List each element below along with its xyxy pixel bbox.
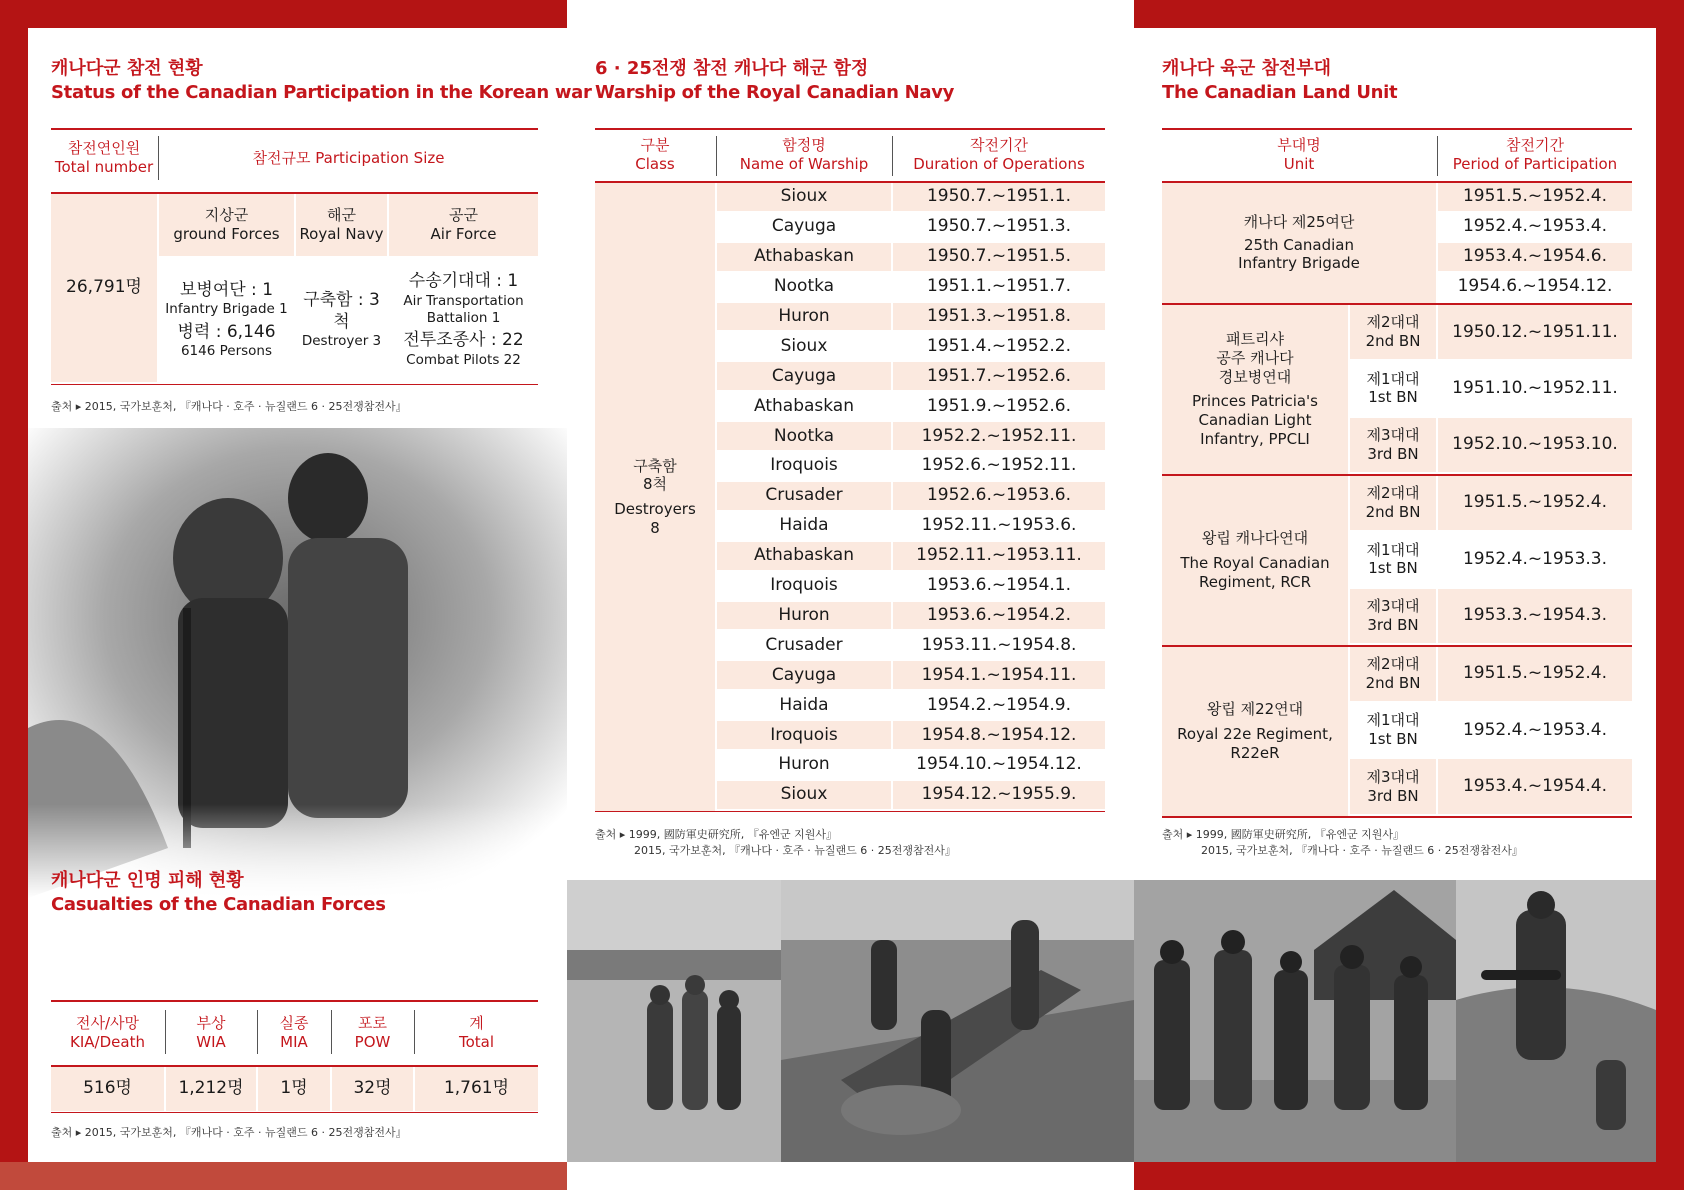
navy-bottom-rule [595, 811, 1105, 812]
land-title-en: The Canadian Land Unit [1162, 82, 1398, 103]
casualty-header-ko: 계 [469, 1014, 484, 1033]
air-transport-en: Air Transportation Battalion 1 [403, 292, 524, 326]
warship-name: Huron [778, 754, 830, 775]
warship-name: Cayuga [771, 216, 837, 237]
regiment-name-en: R22eR [1230, 743, 1280, 762]
navy-values [296, 258, 387, 382]
ground-brigade-ko: 보병여단 : 1 [179, 279, 274, 300]
brigade-ko: 캐나다 제25여단 [1243, 212, 1355, 231]
casualty-value-1: 1,212명 [166, 1067, 256, 1111]
header-total-ko: 참전연인원 [67, 139, 141, 158]
participation-title-en: Status of the Canadian Participation in the Korean war [51, 82, 592, 103]
battalion-ko: 제1대대 [1366, 540, 1420, 559]
regiment-name-ko: 경보병연대 [1218, 367, 1292, 386]
battalion-period: 1951.5.~1952.4. [1438, 476, 1632, 530]
casualties-title-ko: 캐나다군 인명 피해 현황 [51, 870, 244, 891]
ground-persons-ko: 병력 : 6,146 [177, 322, 276, 342]
warship-name: Iroquois [770, 455, 838, 476]
casualty-header-ko: 실종 [279, 1014, 309, 1033]
battalion-en: 1st BN [1368, 559, 1418, 578]
sandbag-construction-photo [781, 880, 1134, 1162]
red-band-right [1656, 0, 1684, 1190]
battalion-cell [1350, 647, 1436, 701]
warship-name: Iroquois [717, 721, 891, 749]
warship-name: Nootka [717, 422, 891, 450]
air-header [389, 194, 538, 256]
warship-name: Cayuga [717, 362, 891, 390]
battalion-period: 1951.5.~1952.4. [1438, 647, 1632, 701]
casualty-value-3: 32명 [332, 1067, 413, 1111]
total-value: 26,791명 [51, 194, 157, 382]
navy-ko: 해군 [327, 206, 356, 225]
regiment-name-en: Princes Patricia's [1191, 392, 1318, 411]
battalion-period: 1950.12.~1951.11. [1438, 305, 1632, 359]
navy-head-class [595, 132, 715, 178]
battalion-cell [1350, 476, 1436, 530]
table-top-rule [51, 128, 538, 130]
battalion-en: 1st BN [1368, 730, 1418, 749]
warship-period: 1954.2.~1954.9. [926, 694, 1072, 715]
warship-name: Cayuga [717, 661, 891, 689]
warship-name: Huron [717, 602, 891, 630]
red-band-left [0, 0, 28, 1190]
casualties-source: 출처 ▸ 2015, 국가보훈처, 『캐나다 · 호주 · 뉴질랜드 6 · 25전쟁참전사』 [51, 1126, 407, 1139]
battalion-cell [1350, 589, 1436, 643]
warship-period: 1952.2.~1952.11. [893, 422, 1105, 450]
casualty-header-en: POW [354, 1033, 391, 1051]
land-head-unit-en: Unit [1283, 155, 1315, 173]
navy-class-en2: 8 [650, 518, 660, 537]
navy-en: Royal Navy [299, 225, 384, 243]
navy-class-cell [595, 183, 715, 811]
battalion-ko: 제1대대 [1366, 711, 1420, 730]
battalion-en: 3rd BN [1367, 615, 1419, 634]
battalion-ko: 제3대대 [1366, 767, 1420, 786]
header-total [51, 132, 157, 184]
warship-period: 1953.6.~1954.2. [893, 602, 1105, 630]
warship-name: Sioux [780, 335, 828, 356]
air-pilots-en: Combat Pilots 22 [406, 351, 521, 368]
battalion-cell [1350, 703, 1436, 757]
navy-class-ko2: 8척 [642, 475, 668, 494]
air-values [389, 258, 538, 382]
navy-top-rule [595, 128, 1105, 130]
casualty-separator [331, 1010, 332, 1054]
brigade-en2: Infantry Brigade [1238, 254, 1360, 273]
casualty-header-ko: 부상 [196, 1014, 226, 1033]
warship-period: 1954.10.~1954.12. [916, 754, 1082, 775]
brigade-period: 1951.5.~1952.4. [1438, 183, 1632, 211]
battalion-cell [1350, 361, 1436, 415]
red-band-bottom-right [1134, 1162, 1684, 1190]
regiment-name-ko: 왕립 캐나다연대 [1201, 529, 1309, 548]
warship-name: Sioux [717, 183, 891, 211]
navy-head-duration [893, 132, 1105, 178]
casualty-header-2 [258, 1004, 330, 1062]
land-head-period [1438, 132, 1632, 178]
warship-name: Athabaskan [717, 243, 891, 271]
header-size: 참전규모 Participation Size [252, 148, 445, 167]
battalion-ko: 제2대대 [1366, 313, 1420, 332]
casualty-value-2: 1명 [258, 1067, 330, 1111]
casualty-header-ko: 포로 [358, 1014, 387, 1033]
air-en: Air Force [430, 225, 497, 243]
ground-brigade-en: Infantry Brigade 1 [165, 301, 288, 318]
battalion-period: 1952.4.~1953.3. [1462, 548, 1608, 569]
land-head-period-ko: 참전기간 [1506, 136, 1564, 155]
air-transport-ko: 수송기대대 : 1 [408, 271, 519, 292]
table-bottom-rule [51, 384, 538, 385]
casualty-value-0: 516명 [51, 1067, 164, 1111]
warship-period: 1952.6.~1953.6. [893, 482, 1105, 510]
warship-period: 1952.11.~1953.11. [893, 542, 1105, 570]
navy-class-en1: Destroyers [614, 500, 696, 518]
casualty-header-0 [51, 1004, 164, 1062]
warship-period: 1954.12.~1955.9. [893, 781, 1105, 809]
regiment-name-en: The Royal Canadian [1180, 553, 1330, 572]
casualty-header-en: Total [458, 1033, 495, 1051]
battalion-period: 1952.10.~1953.10. [1438, 418, 1632, 472]
brigade-period: 1953.4.~1954.6. [1438, 243, 1632, 271]
regiment-name-ko: 패트리샤 [1226, 330, 1284, 349]
participation-title-ko: 캐나다군 참전 현황 [51, 58, 203, 79]
casualties-header-rule [51, 1000, 538, 1002]
navy-head-name [717, 132, 891, 178]
battalion-period: 1953.3.~1954.3. [1438, 589, 1632, 643]
red-band-bottom-left [0, 1162, 567, 1190]
navy-destroyer-en: Destroyer 3 [301, 332, 382, 349]
casualty-header-4 [415, 1004, 538, 1062]
casualty-header-ko: 전사/사망 [75, 1014, 139, 1033]
battalion-ko: 제1대대 [1366, 369, 1420, 388]
casualty-header-en: WIA [196, 1033, 226, 1051]
navy-head-class-en: Class [635, 155, 675, 173]
regiment-name-en: Canadian Light [1198, 411, 1312, 430]
navy-title-ko: 6 · 25전쟁 참전 캐나다 해군 함정 [595, 58, 869, 79]
soldiers-photo [28, 428, 567, 898]
navy-class-ko1: 구축함 [633, 456, 677, 475]
regiment-name-ko: 왕립 제22연대 [1206, 700, 1304, 719]
warship-period: 1951.7.~1952.6. [893, 362, 1105, 390]
regiment-name-en: Infantry, PPCLI [1200, 429, 1310, 448]
land-head-unit [1162, 132, 1436, 178]
warship-period: 1951.1.~1951.7. [926, 276, 1072, 296]
brigade-period: 1954.6.~1954.12. [1457, 276, 1613, 297]
warship-name: Iroquois [770, 575, 838, 595]
battalion-ko: 제2대대 [1366, 484, 1420, 503]
casualties-title-en: Casualties of the Canadian Forces [51, 894, 386, 915]
battalion-cell [1350, 418, 1436, 472]
warship-period: 1950.7.~1951.3. [926, 216, 1072, 237]
battalion-en: 1st BN [1368, 388, 1418, 407]
casualty-header-3 [332, 1004, 413, 1062]
ground-persons-en: 6146 Persons [180, 343, 273, 360]
regiment-name-en: Regiment, RCR [1198, 572, 1311, 591]
river-camp-photo [567, 880, 781, 1162]
battalion-ko: 제3대대 [1366, 596, 1420, 615]
warship-period: 1952.6.~1952.11. [921, 455, 1077, 476]
navy-head-name-ko: 함정명 [782, 136, 826, 155]
battalion-period: 1952.4.~1953.4. [1462, 719, 1608, 740]
casualty-header-en: MIA [280, 1033, 308, 1051]
officers-photo [1134, 880, 1456, 1162]
regiment-bottom-rule [1162, 816, 1632, 818]
warship-period: 1953.6.~1954.1. [926, 575, 1072, 595]
battalion-en: 3rd BN [1367, 444, 1419, 463]
brigade-period: 1952.4.~1953.4. [1462, 216, 1608, 237]
header-total-en: Total number [54, 158, 154, 176]
navy-source-1: 출처 ▸ 1999, 國防軍史研究所, 『유엔군 지원사』 [595, 828, 837, 841]
battalion-cell [1350, 305, 1436, 359]
battalion-cell [1350, 532, 1436, 586]
regiment-name [1162, 476, 1348, 645]
navy-head-class-ko: 구분 [640, 136, 670, 155]
land-top-rule [1162, 128, 1632, 130]
regiment-name [1162, 305, 1348, 474]
navy-head-duration-ko: 작전기간 [970, 136, 1028, 155]
battalion-en: 2nd BN [1365, 332, 1421, 351]
battalion-ko: 제3대대 [1366, 425, 1420, 444]
warship-period: 1951.4.~1952.2. [926, 335, 1072, 356]
warship-period: 1950.7.~1951.5. [893, 243, 1105, 271]
navy-title-en: Warship of the Royal Canadian Navy [595, 82, 955, 103]
warship-period: 1951.9.~1952.6. [926, 395, 1072, 416]
navy-header [296, 194, 387, 256]
battalion-ko: 제2대대 [1366, 655, 1420, 674]
land-title-ko: 캐나다 육군 참전부대 [1162, 58, 1332, 79]
battalion-period: 1953.4.~1954.4. [1438, 759, 1632, 813]
warship-name: Crusader [765, 634, 843, 655]
participation-source: 출처 ▸ 2015, 국가보훈처, 『캐나다 · 호주 · 뉴질랜드 6 · 25전쟁참전사』 [51, 400, 407, 413]
land-source-1: 출처 ▸ 1999, 國防軍史研究所, 『유엔군 지원사』 [1162, 828, 1404, 841]
battalion-en: 3rd BN [1367, 786, 1419, 805]
regiment-name-en: Royal 22e Regiment, [1177, 724, 1333, 743]
battalion-en: 2nd BN [1365, 673, 1421, 692]
warship-name: Athabaskan [754, 395, 854, 416]
ground-ko: 지상군 [204, 206, 249, 225]
air-pilots-ko: 전투조종사 : 22 [403, 330, 524, 351]
casualty-value-4: 1,761명 [415, 1067, 538, 1111]
panel-participation [28, 28, 592, 1162]
flamethrower-soldier-photo [1456, 880, 1656, 1162]
casualty-separator [414, 1010, 415, 1054]
warship-name: Sioux [717, 781, 891, 809]
warship-period: 1950.7.~1951.1. [893, 183, 1105, 211]
casualty-header-en: KIA/Death [70, 1033, 145, 1051]
land-head-unit-ko: 부대명 [1277, 136, 1321, 155]
ground-en: ground Forces [173, 225, 280, 243]
warship-period: 1952.11.~1953.6. [921, 515, 1077, 536]
ground-values [159, 258, 294, 382]
air-ko: 공군 [449, 206, 478, 225]
casualty-separator [257, 1010, 258, 1054]
warship-name: Nootka [773, 276, 835, 296]
battalion-cell [1350, 759, 1436, 813]
warship-name: Haida [779, 515, 829, 536]
navy-head-name-en: Name of Warship [739, 155, 869, 173]
warship-name: Haida [779, 694, 829, 715]
casualty-separator [165, 1010, 166, 1054]
red-band-top-left [0, 0, 567, 28]
casualties-bottom-rule [51, 1112, 538, 1113]
casualty-header-1 [166, 1004, 256, 1062]
brigade-cell [1162, 183, 1436, 303]
red-band-top-right [1134, 0, 1684, 28]
warship-period: 1953.11.~1954.8. [921, 634, 1077, 655]
warship-name: Huron [717, 303, 891, 331]
navy-source-2: 2015, 국가보훈처, 『캐나다 · 호주 · 뉴질랜드 6 · 25전쟁참전사』 [634, 844, 956, 857]
navy-destroyer-ko: 구축함 : 3척 [303, 290, 380, 332]
land-head-period-en: Period of Participation [1452, 155, 1618, 173]
ground-header [159, 194, 294, 256]
battalion-en: 2nd BN [1365, 503, 1421, 522]
regiment-name-ko: 공주 캐나다 [1216, 348, 1294, 367]
warship-period: 1954.8.~1954.12. [893, 721, 1105, 749]
warship-period: 1954.1.~1954.11. [893, 661, 1105, 689]
brigade-en1: 25th Canadian [1244, 235, 1354, 254]
navy-head-duration-en: Duration of Operations [913, 155, 1085, 173]
warship-name: Athabaskan [717, 542, 891, 570]
warship-period: 1951.3.~1951.8. [893, 303, 1105, 331]
warship-name: Crusader [717, 482, 891, 510]
battalion-period: 1951.10.~1952.11. [1452, 377, 1618, 398]
regiment-name [1162, 647, 1348, 816]
land-source-2: 2015, 국가보훈처, 『캐나다 · 호주 · 뉴질랜드 6 · 25전쟁참전사』 [1201, 844, 1523, 857]
